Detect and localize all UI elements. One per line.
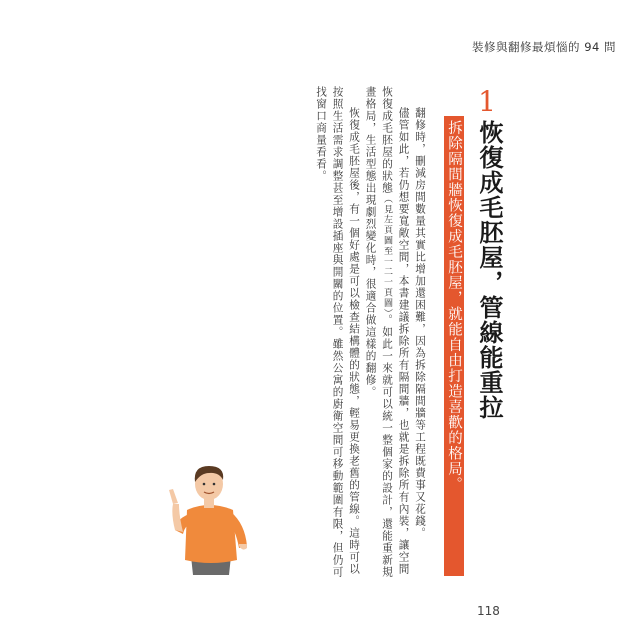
- body-paragraph-2-text-cont: 。如此一來就可以統一整個家的設計，還能重新規畫格局，生活型態出現劇烈變化時，很適合做這樣的翻修。: [364, 86, 393, 579]
- chapter-number: 1: [478, 85, 496, 118]
- pointing-finger: [169, 489, 178, 504]
- chapter-title: 恢復成毛胚屋，管線能重拉: [475, 120, 503, 420]
- person-pointing-icon: [163, 460, 255, 575]
- body-paragraph-2: [362, 86, 412, 586]
- chapter-subtitle: 拆除隔間牆恢復成毛胚屋，就能自由打造喜歡的格局。: [446, 120, 462, 492]
- page-number: 118: [477, 604, 500, 618]
- body-text: [313, 86, 429, 586]
- subtitle-band: [444, 116, 464, 576]
- right-hand: [239, 544, 247, 550]
- body-paragraph-1: 翻修時，刪減房間數量其實比增加還困難，因為拆除隔間牆等工程既費事又花錢。: [414, 107, 426, 540]
- figure-reference-note: （見左頁圖至一二一頁圖）: [382, 194, 392, 315]
- running-head: 裝修與翻修最煩惱的 94 問: [472, 40, 616, 54]
- body-paragraph-2-text: 儘管如此，若仍想要寬敞空間，本書建議拆除所有隔間牆，也就是拆除所有內裝，讓空間恢復成毛胚屋的狀態: [381, 86, 410, 576]
- shirt: [185, 505, 237, 563]
- body-paragraph-3: 恢復成毛胚屋後，有一個好處是可以檢查結構體的狀態，輕易更換老舊的管線。這時可以按照生活需求調整甚至增設插座與開關的位置。雖然公寓的廚衛空間可移動範圍有限，但仍可找窗口商量看看。: [315, 86, 360, 578]
- left-forearm: [172, 504, 183, 532]
